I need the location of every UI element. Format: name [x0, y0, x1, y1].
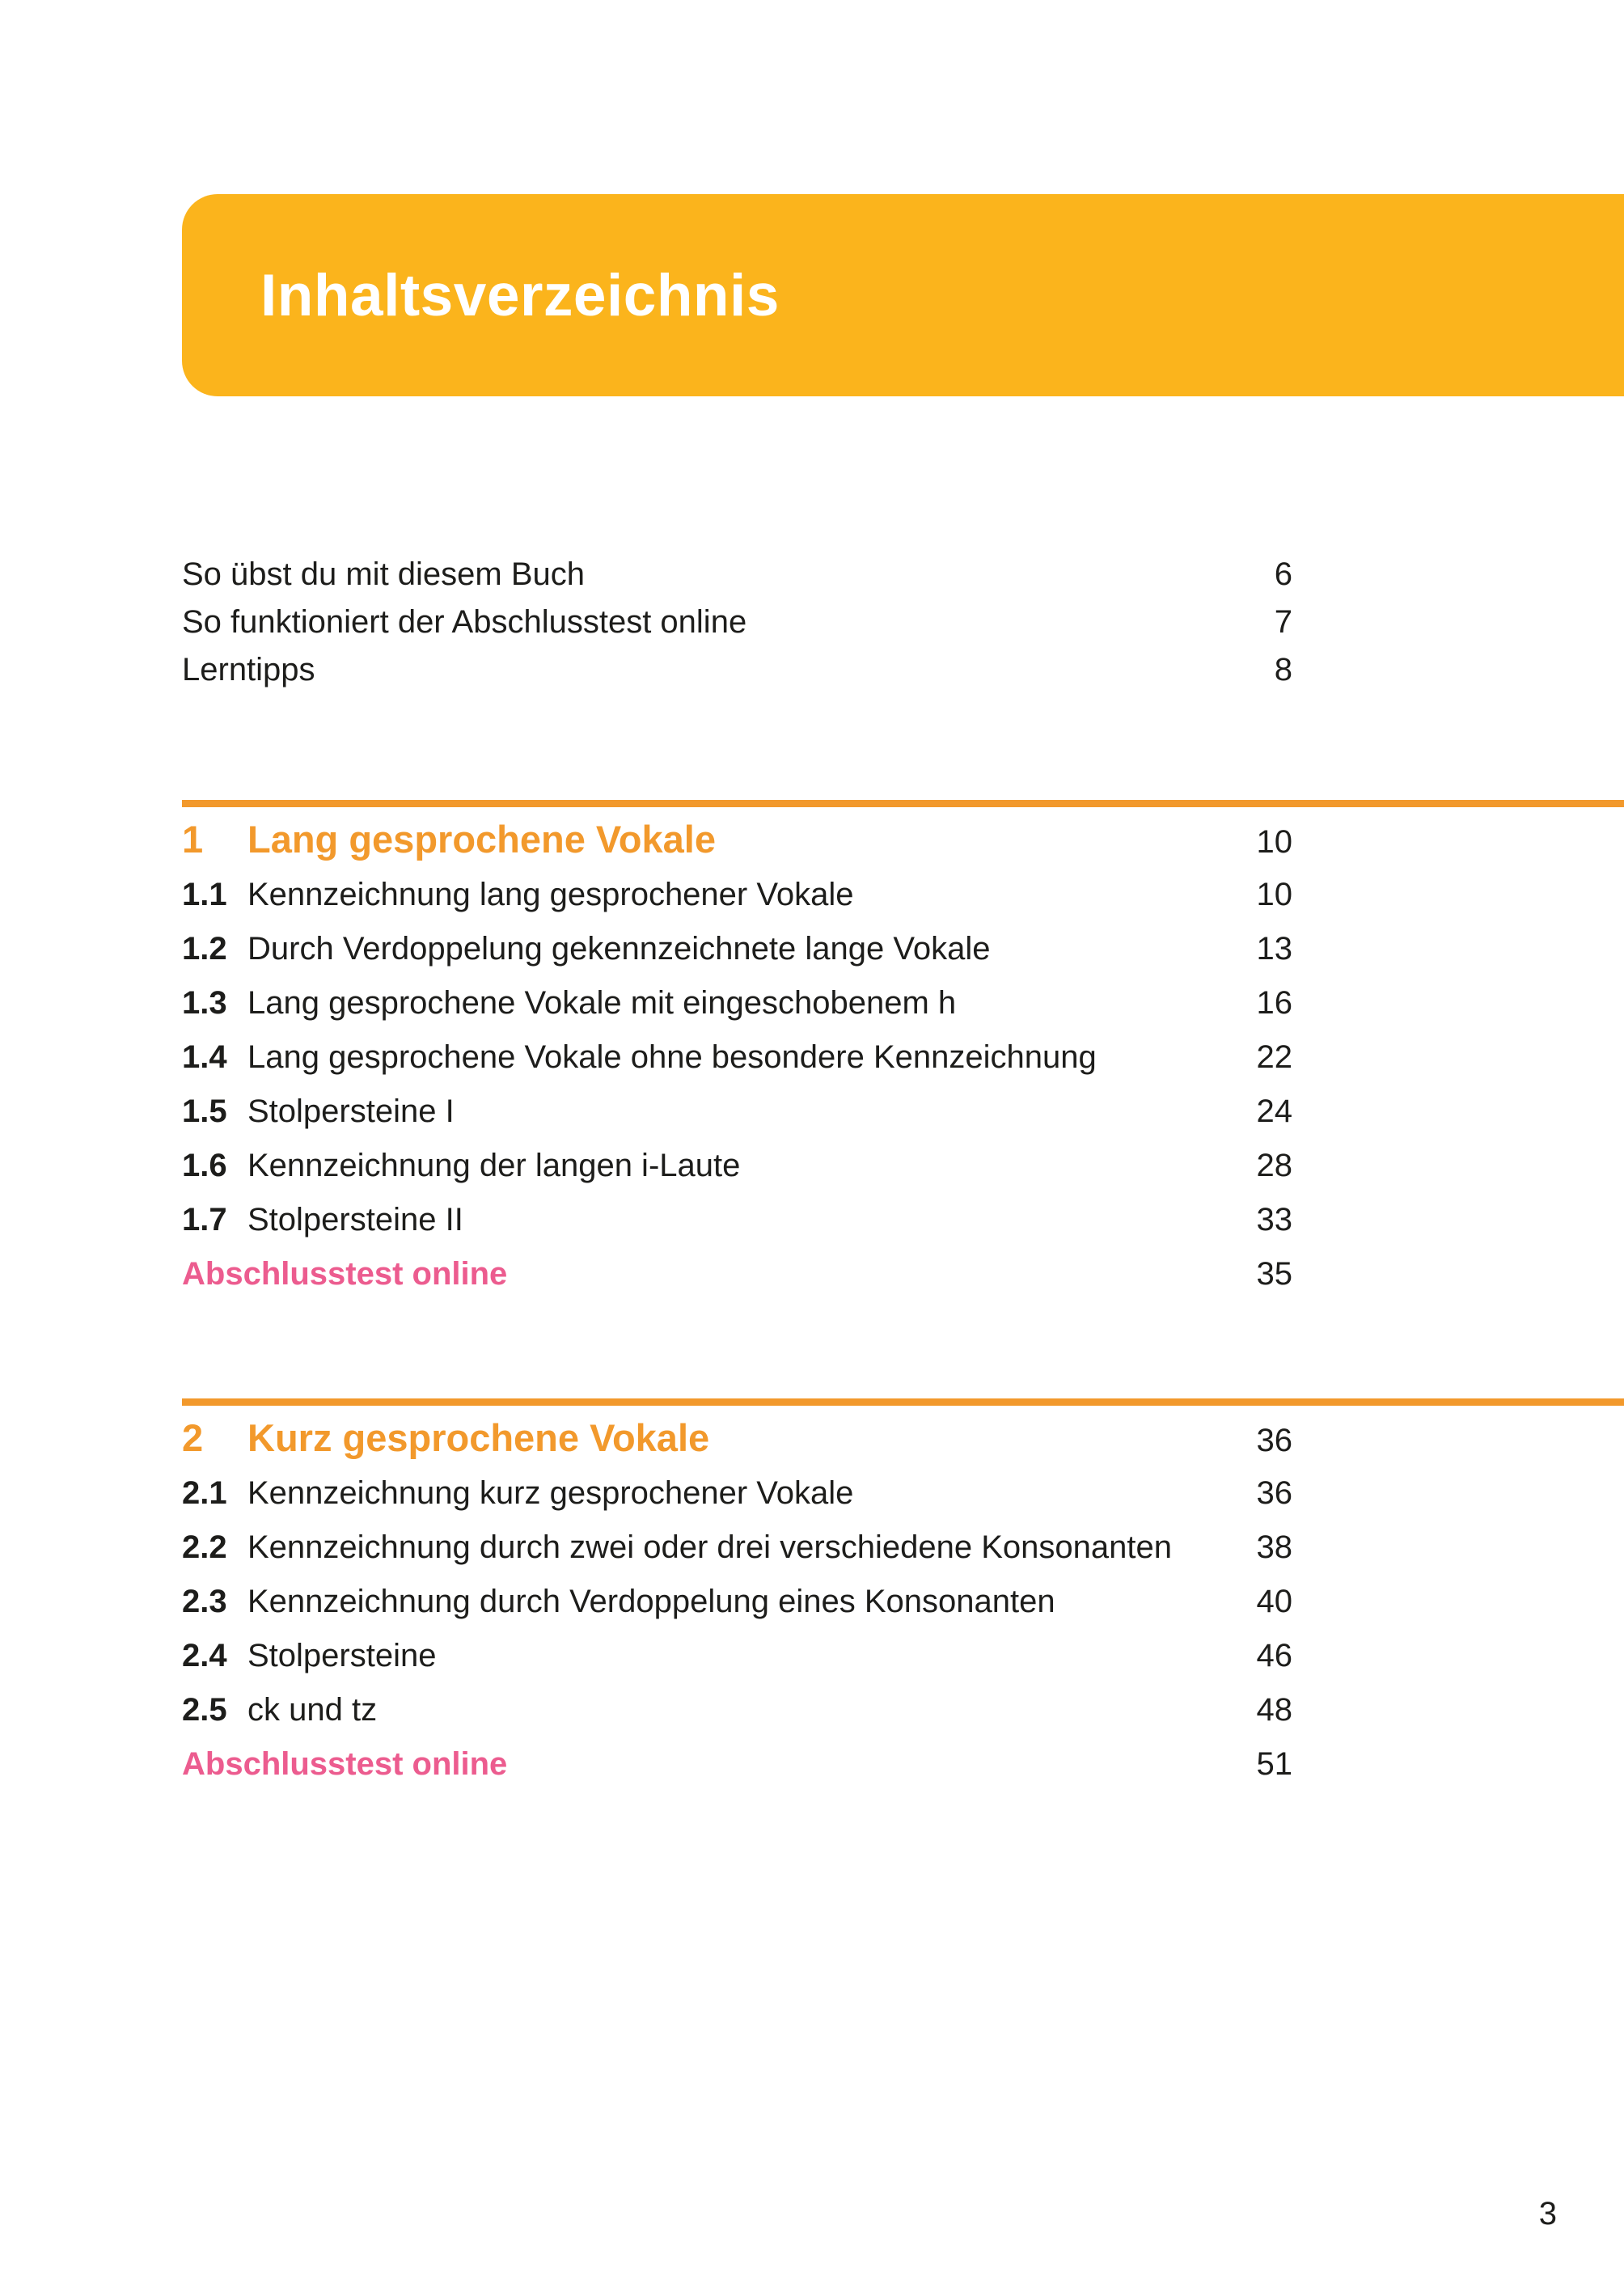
final-test-row[interactable]	[182, 1748, 1292, 1802]
intro-toc-row[interactable]	[182, 606, 1292, 654]
item-number: 1.2	[182, 931, 227, 967]
header-banner	[182, 194, 1624, 396]
item-number: 2.4	[182, 1638, 227, 1673]
section-heading-row[interactable]	[182, 1416, 1292, 1459]
item-number: 1.6	[182, 1148, 227, 1183]
item-page-number: 51	[1256, 1746, 1292, 1782]
section-page-number: 36	[1256, 1423, 1292, 1458]
item-page-number: 40	[1256, 1584, 1292, 1619]
item-label: Lang gesprochene Vokale mit eingeschobenem h	[247, 985, 957, 1021]
toc-item-row[interactable]	[182, 933, 1292, 987]
page-title: Inhaltsverzeichnis	[260, 262, 780, 328]
item-page-number: 6	[1274, 556, 1292, 592]
item-label: Abschlusstest online	[182, 1746, 508, 1782]
item-page-number: 8	[1274, 652, 1292, 687]
item-page-number: 16	[1256, 985, 1292, 1021]
toc-item-row[interactable]	[182, 987, 1292, 1041]
item-page-number: 28	[1256, 1148, 1292, 1183]
item-label: Lerntipps	[182, 652, 315, 687]
item-page-number: 38	[1256, 1529, 1292, 1565]
item-page-number: 33	[1256, 1202, 1292, 1237]
toc-item-row[interactable]	[182, 1041, 1292, 1095]
toc-section-1	[182, 800, 1624, 1312]
item-number: 1.3	[182, 985, 227, 1021]
item-page-number: 7	[1274, 604, 1292, 640]
intro-toc-list	[182, 558, 1292, 701]
item-label: Abschlusstest online	[182, 1256, 508, 1292]
intro-toc-row[interactable]	[182, 558, 1292, 606]
toc-item-row[interactable]	[182, 1531, 1292, 1585]
section-number: 2	[182, 1416, 204, 1459]
toc-section-2	[182, 1398, 1624, 1802]
toc-item-row[interactable]	[182, 1639, 1292, 1694]
toc-item-row[interactable]	[182, 1204, 1292, 1258]
section-title: Kurz gesprochene Vokale	[247, 1416, 710, 1459]
section-item-list	[182, 1477, 1624, 1802]
item-label: Kennzeichnung kurz gesprochener Vokale	[247, 1475, 854, 1511]
item-number: 1.7	[182, 1202, 227, 1237]
toc-item-row[interactable]	[182, 878, 1292, 933]
toc-item-row[interactable]	[182, 1694, 1292, 1748]
item-number: 1.4	[182, 1039, 227, 1075]
item-page-number: 35	[1256, 1256, 1292, 1292]
section-heading-row[interactable]	[182, 820, 1292, 859]
page-folio: 3	[1538, 2196, 1557, 2232]
item-page-number: 36	[1256, 1475, 1292, 1511]
item-label: Kennzeichnung durch Verdoppelung eines Konsonanten	[247, 1584, 1055, 1619]
toc-item-row[interactable]	[182, 1585, 1292, 1639]
item-label: Stolpersteine II	[247, 1202, 463, 1237]
item-label: Stolpersteine	[247, 1638, 437, 1673]
item-label: ck und tz	[247, 1692, 378, 1728]
toc-item-row[interactable]	[182, 1477, 1292, 1531]
item-number: 2.2	[182, 1529, 227, 1565]
item-label: Kennzeichnung durch zwei oder drei verschiedene Konsonanten	[247, 1529, 1172, 1565]
item-label: So funktioniert der Abschlusstest online	[182, 604, 747, 640]
item-page-number: 13	[1256, 931, 1292, 967]
section-number: 1	[182, 818, 204, 861]
section-item-list	[182, 878, 1624, 1312]
item-number: 2.3	[182, 1584, 227, 1619]
item-label: Lang gesprochene Vokale ohne besondere Kennzeichnung	[247, 1039, 1097, 1075]
intro-toc-row[interactable]	[182, 654, 1292, 701]
item-number: 2.5	[182, 1692, 227, 1728]
section-divider-rule	[182, 1398, 1624, 1406]
item-label: Stolpersteine I	[247, 1094, 455, 1129]
item-label: So übst du mit diesem Buch	[182, 556, 586, 592]
toc-item-row[interactable]	[182, 1149, 1292, 1204]
item-page-number: 46	[1256, 1638, 1292, 1673]
item-number: 2.1	[182, 1475, 227, 1511]
item-label: Kennzeichnung lang gesprochener Vokale	[247, 877, 854, 912]
item-page-number: 48	[1256, 1692, 1292, 1728]
item-label: Durch Verdoppelung gekennzeichnete lange Vokale	[247, 931, 991, 967]
item-page-number: 24	[1256, 1094, 1292, 1129]
section-title: Lang gesprochene Vokale	[247, 818, 716, 861]
item-page-number: 10	[1256, 877, 1292, 912]
item-number: 1.1	[182, 877, 227, 912]
item-page-number: 22	[1256, 1039, 1292, 1075]
section-divider-rule	[182, 800, 1624, 807]
item-label: Kennzeichnung der langen i-Laute	[247, 1148, 741, 1183]
section-page-number: 10	[1256, 824, 1292, 860]
final-test-row[interactable]	[182, 1258, 1292, 1312]
toc-item-row[interactable]	[182, 1095, 1292, 1149]
item-number: 1.5	[182, 1094, 227, 1129]
